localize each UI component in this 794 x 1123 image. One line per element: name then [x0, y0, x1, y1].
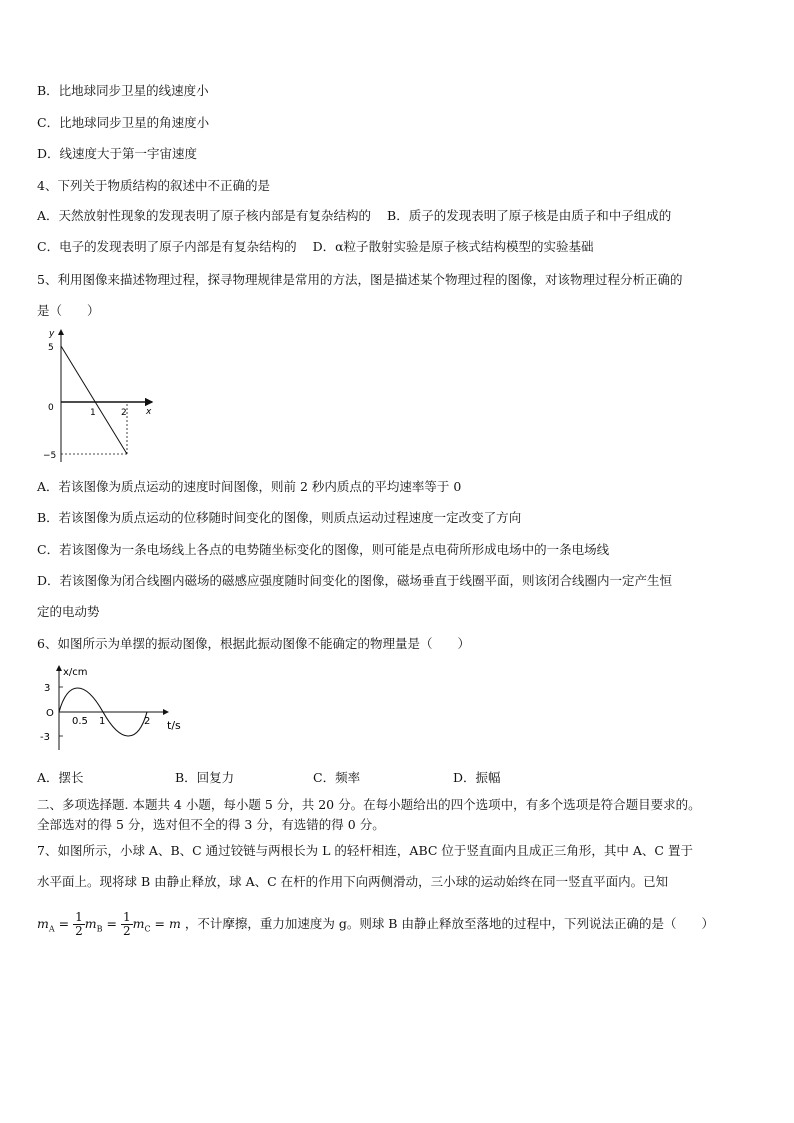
- q5-origin-label: 0: [48, 403, 54, 413]
- q6-tick-x-05: 0.5: [72, 716, 88, 727]
- q6-option-b: B．回复力: [175, 770, 235, 785]
- q6-tick-x-2: 2: [144, 716, 151, 727]
- q5-data-line: [61, 346, 127, 454]
- q6-tick-y-3: 3: [44, 683, 51, 694]
- section2-line-1: 二、多项选择题. 本题共 4 小题，每小题 5 分，共 20 分。在每小题给出的四个选项中，有多个选项是符合题目要求的。: [37, 797, 701, 812]
- q7-formula: $m_A$ = $\frac{1}{2}$ $m_B$ = $\frac{1}{2}$ $m_C = m$: [37, 910, 181, 938]
- q3-option-c: C．比地球同步卫星的角速度小: [37, 115, 210, 130]
- q5-x-label: x: [146, 407, 152, 417]
- q6-graph: [38, 662, 198, 754]
- q7-line-2: 水平面上。现将球 B 由静止释放，球 A、C 在杆的作用下向两侧滑动，三小球的运动始终在同一竖直平面内。已知: [37, 874, 669, 889]
- q7-line-3-text: ，不计摩擦，重力加速度为 g。则球 B 由静止释放至落地的过程中，下列说法正确的是（ ）: [184, 916, 714, 931]
- q6-option-c: C．频率: [313, 770, 361, 785]
- q5-y-label: y: [49, 329, 55, 339]
- q6-x-label: t/s: [167, 719, 181, 732]
- q7-line-1: 7、如图所示，小球 A、B、C 通过铰链与两根长为 L 的轻杆相连，ABC 位于竖直面内且成正三角形，其中 A、C 置于: [37, 843, 693, 858]
- q6-y-label: x/cm: [63, 667, 88, 678]
- q5-option-c: C．若该图像为一条电场线上各点的电势随坐标变化的图像，则可能是点电荷所形成电场中的一条电场线: [37, 542, 610, 557]
- q5-stem-line-2: 是（ ）: [37, 303, 100, 318]
- q6-tick-y-neg3: -3: [40, 732, 50, 743]
- q6-option-d: D．振幅: [453, 770, 501, 785]
- q5-tick-x-1: 1: [90, 408, 96, 418]
- q5-graph: [40, 326, 165, 466]
- q6-tick-x-1: 1: [99, 716, 106, 727]
- section2-line-2: 全部选对的得 5 分，选对但不全的得 3 分，有选错的得 0 分。: [37, 817, 385, 832]
- q4-option-b: B．质子的发现表明了原子核是由质子和中子组成的: [387, 208, 672, 223]
- q4-option-a: A．天然放射性现象的发现表明了原子核内部是有复杂结构的: [37, 208, 372, 223]
- q5-option-b: B．若该图像为质点运动的位移随时间变化的图像，则质点运动过程速度一定改变了方向: [37, 510, 522, 525]
- q5-option-a: A．若该图像为质点运动的速度时间图像，则前 2 秒内质点的平均速率等于 0: [37, 479, 462, 494]
- q5-option-d-line-2: 定的电动势: [37, 604, 100, 619]
- q5-tick-y-neg5: −5: [43, 451, 57, 461]
- q5-tick-y-5: 5: [48, 343, 54, 353]
- q4-option-c: C．电子的发现表明了原子内部是有复杂结构的: [37, 239, 297, 254]
- q6-option-a: A．摆长: [37, 770, 84, 785]
- q5-tick-x-2: 2: [121, 408, 127, 418]
- q4-stem: 4、下列关于物质结构的叙述中不正确的是: [37, 178, 270, 193]
- q3-option-b: B．比地球同步卫星的线速度小: [37, 83, 209, 98]
- q6-options: [37, 769, 501, 787]
- q4-options-cd: [37, 238, 594, 256]
- q5-stem-line-1: 5、利用图像来描述物理过程，探寻物理规律是常用的方法，图是描述某个物理过程的图像，对该物理过程分析正确的: [37, 272, 683, 287]
- q4-options-ab: [37, 207, 671, 225]
- q5-option-d-line-1: D．若该图像为闭合线圈内磁场的磁感应强度随时间变化的图像，磁场垂直于线圈平面，则该闭合线圈内一定产生恒: [37, 573, 673, 588]
- q6-stem: 6、如图所示为单摆的振动图像，根据此振动图像不能确定的物理量是（ ）: [37, 636, 470, 651]
- q4-option-d: D．α粒子散射实验是原子核式结构模型的实验基础: [312, 239, 594, 254]
- q3-option-d: D．线速度大于第一宇宙速度: [37, 146, 198, 161]
- q6-origin-label: O: [46, 708, 54, 719]
- q7-line-3: [37, 908, 714, 946]
